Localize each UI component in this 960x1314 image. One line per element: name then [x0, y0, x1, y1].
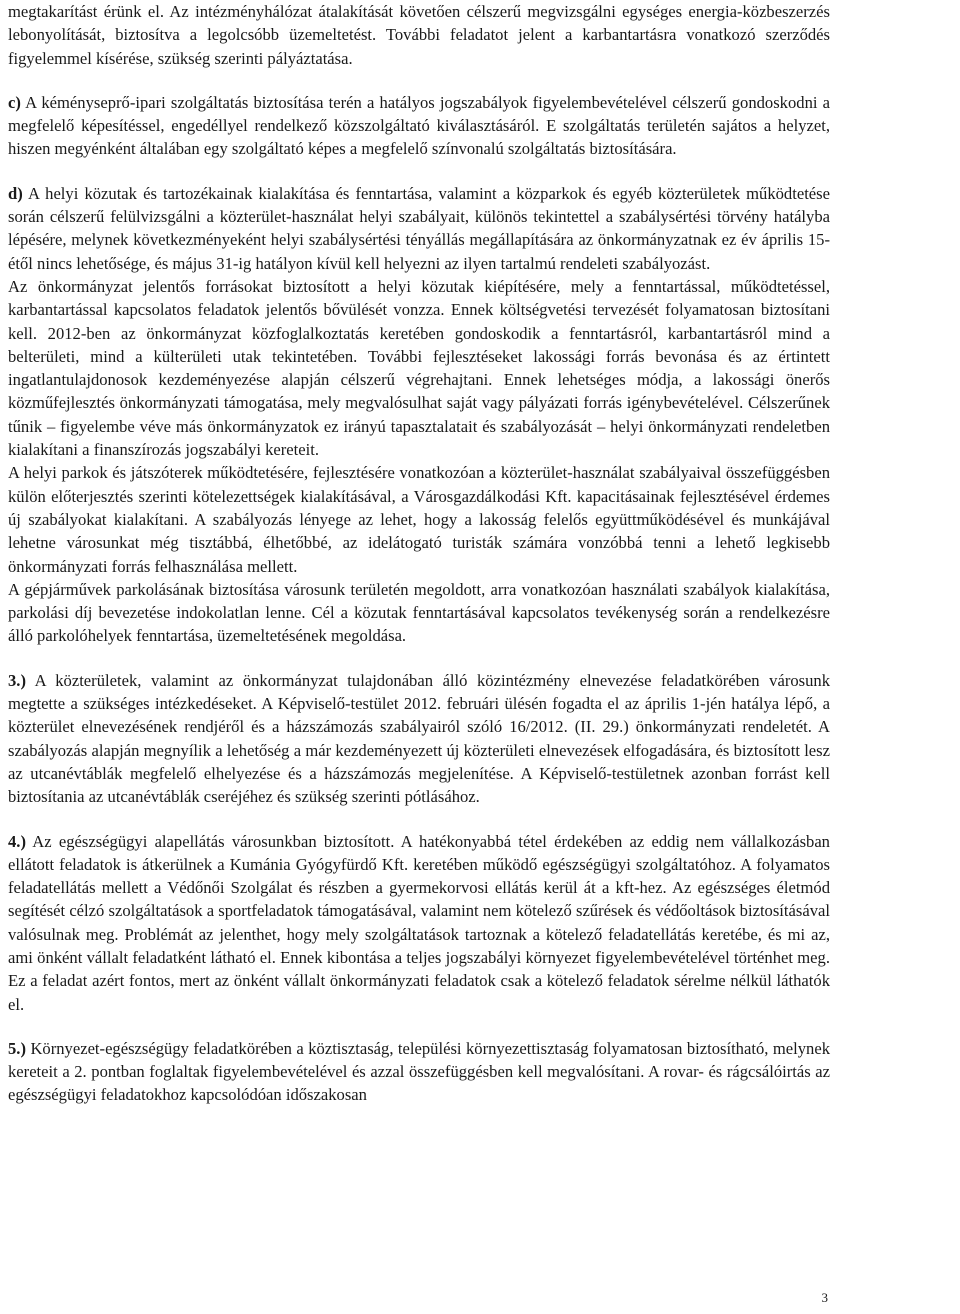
paragraph-label: d) — [8, 183, 23, 203]
document-page — [8, 0, 830, 1107]
paragraph-text: A helyi parkok és játszóterek működtetésére, fejlesztésére vonatkozóan a közterület-használat szabályaival összefüggésben külön előterjesztés szerinti kötelezettségek kialakításával, a Városgazdálkodási Kft. kapacitásainak fejlesztésével érdemes új szabályokat kialakítani. A szabályozás lényege az lehet, hogy a lakosság felelős együttműködésével és munkájával lehetne városunkat még tisztábbá, élhetőbbé, az idelátogató turisták számára vonzóbbá tenni a lehető legkisebb önkormányzati forrás felhasználása mellett. — [8, 463, 830, 576]
paragraph-label: 5.) — [8, 1038, 26, 1058]
paragraph-5 — [8, 1037, 830, 1107]
paragraph-text: Az önkormányzat jelentős forrásokat biztosított a helyi közutak kiépítésére, mely a fenntartással, működtetéssel, karbantartással kapcsolatos feladatok jelentős bővülését vonzza. Ennek költségvetési tervezését folyamatosan biztosítani kell. 2012-ben az önkormányzat közfoglalkoztatás keretében gondoskodik a fenntartásról, karbantartásról mind a belterületi, mind a külterületi utak tekintetében. További fejlesztéseket lakossági forrás bevonása és az értintett ingatlantulajdonosok kezdeményezése alapján célszerű végrehajtani. Ennek lehetséges módja, a lakossági önerős közműfejlesztés önkormányzati támogatása, mely megvalósulhat saját vagy pályázati forrás igénybevételével. Célszerűnek tűnik – figyelembe véve más önkormányzatok ez irányú tapasztalatait és szabályozását – helyi önkormányzati rendeletben kialakítani a finanszírozás jogszabályi kereteit. — [8, 276, 830, 460]
paragraph-intro-continuation — [8, 0, 830, 70]
paragraph-label: c) — [8, 92, 21, 112]
paragraph-parks — [8, 461, 830, 577]
paragraph-d — [8, 182, 830, 275]
paragraph-text: A közterületek, valamint az önkormányzat tulajdonában álló közintézmény elnevezése feladatkörében városunk megtette a szükséges intézkedéseket. A Képviselő-testület 2012. februári ülésén fogadta el az április 1-jén hatálya lépő, a közterület elnevezésének rendjéről és a házszámozás szabályairól szóló 16/2012. (II. 29.) önkormányzati rendeletét. A szabályozás alapján megnyílik a lehetőség a már kezdeményezett új közterületi elnevezések elfogadására, és biztosított lesz az utcanévtáblák megfelelő elhelyezése és a házszámozás megjelenítése. A Képviselő-testületnek azonban forrást kell biztosítania az utcanévtáblák cseréjéhez és szükség szerinti pótlásához. — [8, 670, 830, 807]
paragraph-text: A helyi közutak és tartozékainak kialakítása és fenntartása, valamint a közparkok és egyéb közterületek működtetése során célszerű felülvizsgálni a közterület-használat helyi szabályait, különös tekintettel a szabálysértési törvény hatályba lépésére, melynek következményeként helyi szabálysértési tényállás megállapítására az önkormányzatnak ez év április 15-étől nincs lehetősége, és május 31-ig hatályon kívül kell helyezni az ilyen tartalmú rendeleti szabályozást. — [8, 183, 830, 273]
paragraph-label: 4.) — [8, 831, 26, 851]
paragraph-4 — [8, 830, 830, 1016]
paragraph-text: Az egészségügyi alapellátás városunkban biztosított. A hatékonyabbá tétel érdekében az eddig nem vállalkozásban ellátott feladatok is átkerülnek a Kumánia Gyógyfürdő Kft. keretében működő egészségügyi szolgáltatóhoz. A folyamatos feladatellátás mellett a Védőnői Szolgálat és részben a gyermekorvosi ellátás kerül át a kft-hez. Az egészséges életmód segítését célzó szolgáltatások a sportfeladatok támogatásával, valamint nem kötelező szűrések és védőoltások biztosításával valósulnak meg. Problémát az jelenthet, hogy mely szolgáltatások tartoznak a kötelező feladatellátás keretébe, és mi az, ami önként vállalt feladatként látható el. Ennek kibontása a teljes jogszabályi környezet figyelembevételével történhet meg. Ez a feladat azért fontos, mert az önként vállalt önkormányzati feladatok csak a kötelező feladatok sérelme nélkül láthatók el. — [8, 831, 830, 1014]
paragraph-label: 3.) — [8, 670, 26, 690]
paragraph-parking — [8, 578, 830, 648]
paragraph-3 — [8, 669, 830, 809]
paragraph-text: megtakarítást érünk el. Az intézményhálózat átalakítását követően célszerű megvizsgálni egységes energia-közbeszerzés lebonyolítását, biztosítva a legolcsóbb üzemeltetést. További feladatot jelent a karbantartásra vonatkozó szerződés figyelemmel kísérése, szükség szerinti pályáztatása. — [8, 2, 830, 68]
paragraph-roads — [8, 275, 830, 461]
paragraph-text: Környezet-egészségügy feladatkörében a köztisztaság, települési környezettisztaság folyamatosan biztosítható, melynek kereteit a 2. pontban foglaltak figyelembevételével és azzal összefüggésben kell megvalósítani. A rovar- és rágcsálóirtás az egészségügyi feladatokhoz kapcsolódóan időszakosan — [8, 1038, 830, 1105]
paragraph-text: A kéményseprő-ipari szolgáltatás biztosítása terén a hatályos jogszabályok figyelembevételével célszerű gondoskodni a megfelelő képesítéssel, engedéllyel rendelkező közszolgáltató kiválasztásáról. E szolgáltatás területén sajátos a helyzet, hiszen megyénként általában egy szolgáltató képes a megfelelő színvonalú szolgáltatás biztosítására. — [8, 92, 830, 159]
paragraph-text: A gépjárművek parkolásának biztosítása városunk területén megoldott, arra vonatkozóan használati szabályok kialakítása, parkolási díj bevezetése indokolatlan lenne. Cél a közutak fenntartásával kapcsolatos tevékenység során a rendelkezésre álló parkolóhelyek fenntartása, üzemeltetésének megoldása. — [8, 579, 830, 646]
page-number: 3 — [821, 1290, 828, 1305]
paragraph-c — [8, 91, 830, 161]
